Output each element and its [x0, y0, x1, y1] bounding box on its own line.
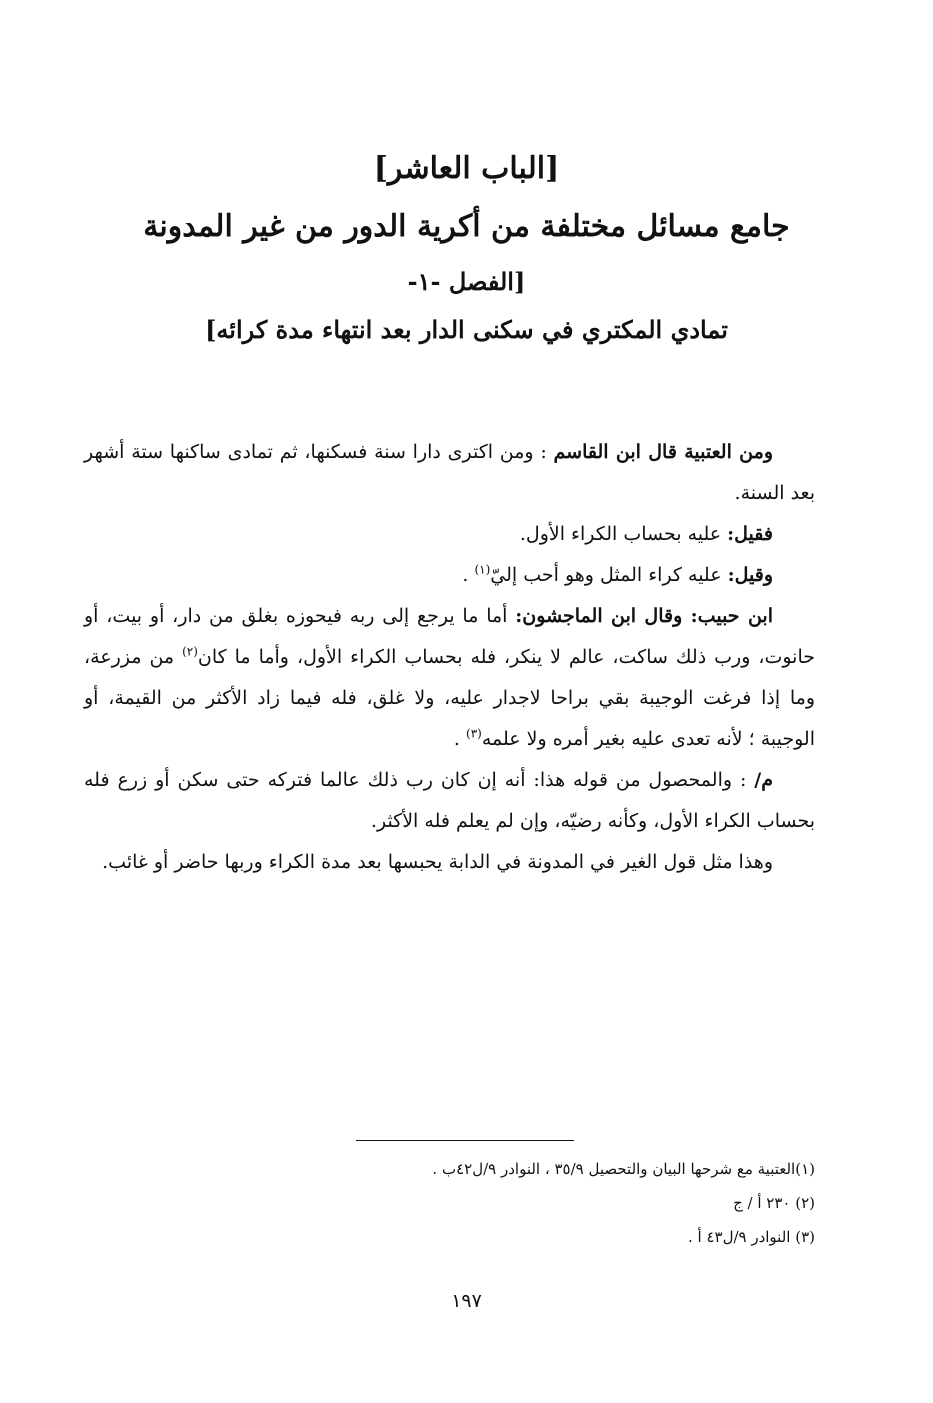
chapter-title: جامع مسائل مختلفة من أكرية الدور من غير المدونة — [143, 209, 790, 244]
footnote-2: (٢) ٢٣٠ أ / ج — [733, 1194, 815, 1212]
paragraph-5-lead: م/ — [754, 769, 773, 791]
main-text — [84, 432, 815, 883]
page-number: ١٩٧ — [451, 1290, 482, 1312]
footnote-ref-1: (١) — [474, 562, 491, 577]
paragraph-4-text-b: من مزرعة، وما إذا فرغت الوجيبة بقي براحا لاجدار عليه، ولا غلق، فله فيما زاد الأكثر من القيمة، أو الوجيبة ؛ لأنه تعدى عليه بغير أمره ولا علمه — [84, 646, 815, 750]
footnote-separator — [356, 1140, 574, 1141]
footnote-3: (٣) النوادر ٩/ل٤٣ أ . — [687, 1228, 815, 1246]
paragraph-5-text: : والمحصول من قوله هذا: أنه إن كان رب ذلك عالما فتركه حتى سكن أو زرع فله بحساب الكراء الأول، وكأنه رضيّه، وإن لم يعلم فله الأكثر. — [84, 769, 815, 832]
paragraph-6: وهذا مثل قول الغير في المدونة في الدابة يحبسها بعد مدة الكراء وربها حاضر أو غائب. — [102, 851, 773, 873]
paragraph-2-text: عليه بحساب الكراء الأول. — [519, 523, 728, 545]
paragraph-2-lead: فقيل: — [727, 523, 773, 545]
footnote-1: (١)العتبية مع شرحها البيان والتحصيل ٣٥/٩ ، النوادر ٩/ل٤٢ب . — [432, 1160, 815, 1178]
paragraph-1 — [84, 432, 815, 514]
paragraph-1-lead: ومن العتبية قال ابن القاسم — [553, 441, 773, 463]
footnote-ref-2: (٢) — [182, 644, 198, 659]
chapter-headings — [80, 140, 853, 352]
paragraph-3-end: . — [462, 564, 475, 586]
paragraph-4-text-a: أما ما يرجع إلى ربه فيحوزه بغلق من دار، أو بيت، أو حانوت، ورب ذلك ساكت، عالم لا ينكر، فله بحساب الكراء الأول، وأما ما كان — [84, 605, 815, 668]
section-subtitle: تمادي المكتري في سكنى الدار بعد انتهاء مدة كرائه] — [205, 315, 728, 344]
paragraph-5 — [84, 760, 815, 842]
footnote-ref-3: (٣) — [466, 726, 482, 741]
paragraph-3-lead: وقيل: — [727, 564, 773, 586]
paragraph-4-lead: ابن حبيب: وقال ابن الماجشون: — [515, 605, 773, 627]
paragraph-4-end: . — [453, 728, 466, 750]
paragraph-3-text: عليه كراء المثل وهو أحب إليّ — [490, 564, 728, 586]
paragraph-4 — [84, 596, 815, 760]
chapter-heading: [الباب العاشر] — [373, 151, 560, 186]
paragraph-2 — [84, 514, 815, 555]
footnotes — [84, 1152, 815, 1254]
paragraph-3 — [84, 555, 815, 596]
paragraph-1-text: : ومن اكترى دارا سنة فسكنها، ثم تمادى ساكنها ستة أشهر بعد السنة. — [84, 441, 815, 504]
section-heading: [الفصل -١- — [407, 267, 526, 296]
